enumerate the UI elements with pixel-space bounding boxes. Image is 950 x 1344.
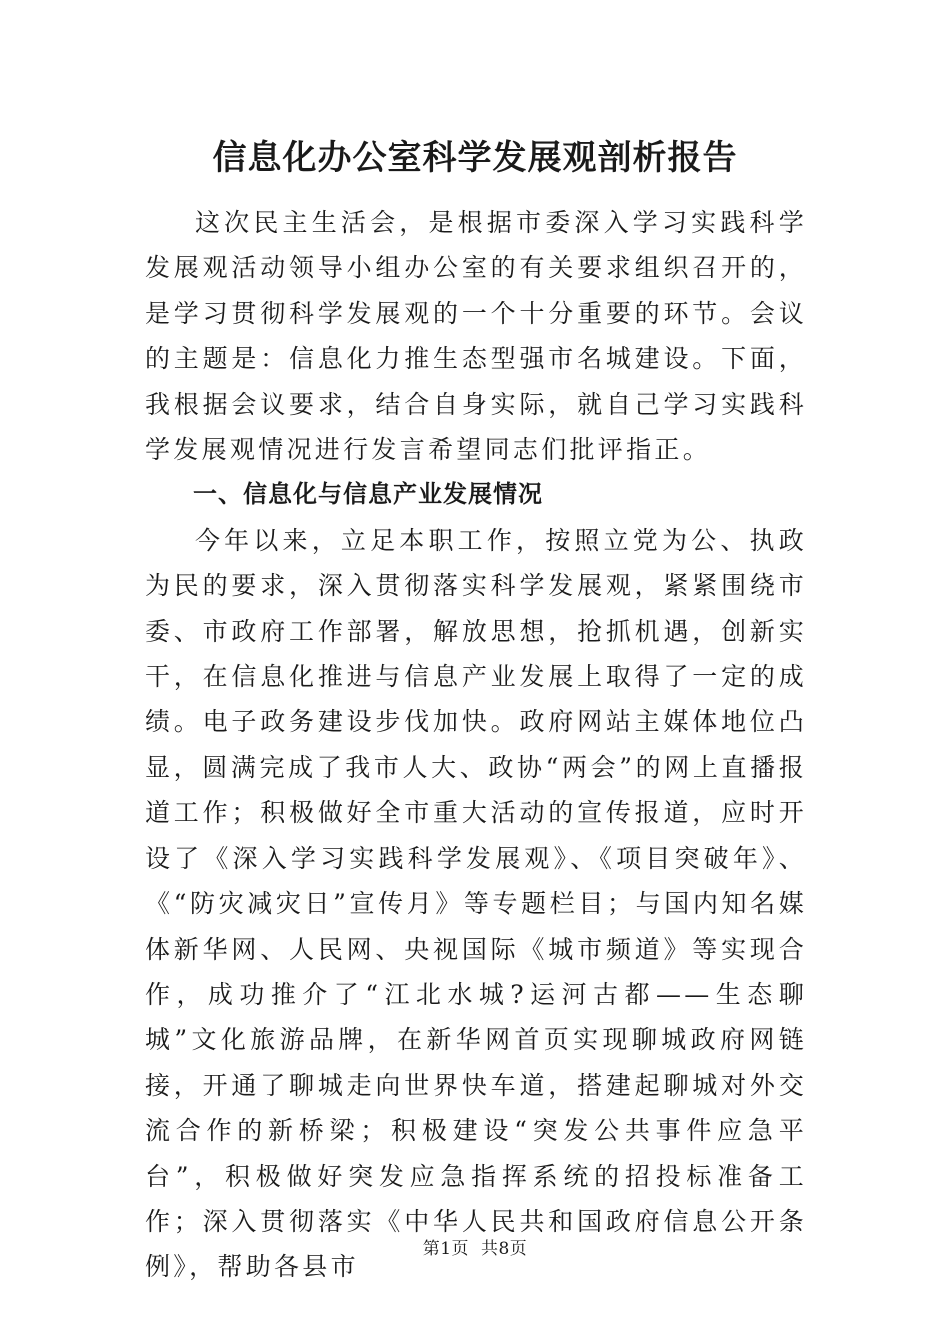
page-number: 第1页 [422, 1239, 470, 1259]
section-paragraph: 今年以来，立足本职工作，按照立党为公、执政为民的要求，深入贯彻落实科学发展观，紧紧围绕市委、市政府工作部署，解放思想，抢抓机遇，创新实干，在信息化推进与信息产业发展上取得了一定的成绩。电子政务建设步伐加快。政府网站主媒体地位凸显，圆满完成了我市人大、政协“两会”的网上直播报道工作；积极做好全市重大活动的宣传报道，应时开设了《深入学习实践科学发展观》、《项目突破年》、《“防灾减灾日”宣传月》等专题栏目；与国内知名媒体新华网、人民网、央视国际《城市频道》等实现合作，成功推介了“江北水城?运河古都——生态聊城”文化旅游品牌，在新华网首页实现聊城政府网链接，开通了聊城走向世界快车道，搭建起聊城对外交流合作的新桥梁；积极建设“突发公共事件应急平台”，积极做好突发应急指挥系统的招投标准备工作；深入贯彻落实《中华人民共和国政府信息公开条例》，帮助各县市 [145, 525, 807, 1282]
intro-paragraph: 这次民主生活会，是根据市委深入学习实践科学发展观活动领导小组办公室的有关要求组织召开的，是学习贯彻科学发展观的一个十分重要的环节。会议的主题是：信息化力推生态型强市名城建设。下面，我根据会议要求，结合自身实际，就自己学习实践科学发展观情况进行发言希望同志们批评指正。 [145, 208, 807, 465]
section-heading: 一、信息化与信息产业发展情况 [193, 480, 543, 509]
document-title: 信息化办公室科学发展观剖析报告 [212, 138, 738, 178]
document-body [145, 200, 807, 1290]
page-total: 共8页 [480, 1239, 528, 1259]
page-footer [0, 1237, 950, 1261]
